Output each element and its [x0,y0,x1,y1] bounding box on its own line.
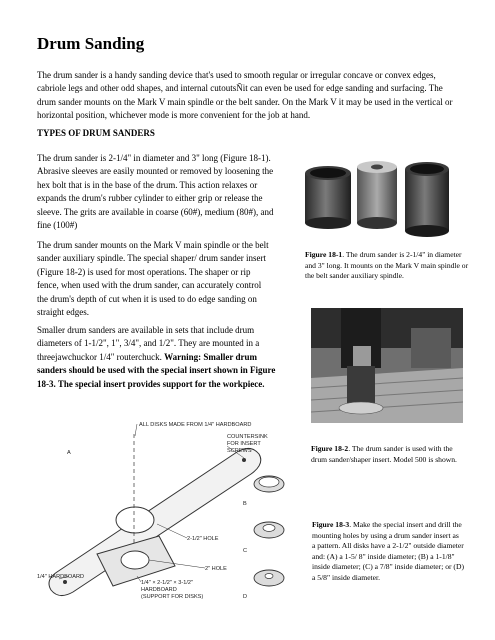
disk-d [254,570,284,586]
label-c: C [243,548,248,554]
label-a: A [67,450,71,456]
paragraph-smaller-drums-text: Smaller drum sanders are available in sets that include drum diameters of 1-1/2", 1", 3/4", and 1/2". They are mounted in a threejawchuckor 1/4" routerchuck. [37,325,260,362]
label-hardboard-size: 1/4" × 2-1/2" × 3-1/2" [141,580,193,586]
figure-18-2-caption [311,444,466,465]
label-all-disks: ALL DISKS MADE FROM 1/4" HARDBOARD [139,422,252,428]
figure-18-2-label: Figure 18-2 [311,444,349,453]
figure-18-3-diagram [37,414,307,604]
warning-text: Warning: Smaller drum sanders should be used with the special insert shown in Figure 18-3. The special insert provides support for the workpiece. [37,351,276,389]
label-support: (SUPPORT FOR DISKS) [141,594,204,600]
disk-b [254,476,284,492]
figure-18-2-photo [311,308,463,423]
disk-c [254,522,284,538]
label-hole-2: 2" HOLE [205,566,227,572]
figure-18-1-label: Figure 18-1 [305,250,343,259]
label-countersink: COUNTERSINK [227,434,268,440]
label-hardboard: HARDBOARD [141,587,177,593]
label-d: D [243,594,248,600]
figure-18-3-caption [312,520,464,584]
paragraph-mounting: The drum sander mounts on the Mark V main spindle or the belt sander auxiliary spindle. The special shaper/ drum sander insert (Figure 18-2) is used for most operations. The shaper or rip fence, when used with the drum sander, can accurately control the drum's depth of cut when it is used to do edge sanding on straight edges. [37,240,269,318]
label-screws: SCREWS [227,448,252,454]
page-title: Drum Sanding [37,34,145,53]
figure-18-1-text: . The drum sander is 2-1/4" in diameter and 3" long. It mounts on the Mark V main spindle or the belt sander auxiliary spindle. [305,250,469,281]
figure-18-2-text: . The drum sander is used with the drum sander/shaper insert. Model 500 is shown. [311,444,457,464]
figure-18-3-label: Figure 18-3 [312,520,350,529]
paragraph-drum-size: The drum sander is 2-1/4" in diameter and 3" long (Figure 18-1). Abrasive sleeves are easily mounted or removed by loosening the hex bolt that is in the base of the drum. This action relaxes or expands the drum's rubber cylinder to either grip or release the sleeve. The grits are available in coarse (60#), medium (80#), and fine (100#) [37,153,274,231]
section-heading: TYPES OF DRUM SANDERS [37,128,155,138]
label-for-insert: FOR INSERT [227,441,261,447]
intro-paragraph: The drum sander is a handy sanding device that's used to smooth regular or irregular concave or convex edges, cabriole legs and other odd shapes, and internal cutoutsÑit can even be used for edge sanding and surfacing. The drum sander mounts on the Mark V main spindle or the belt sander. On the Mark V it may be used in the vertical or horizontal position, whichever mode is more convenient for the job at hand. [37,70,453,121]
figure-18-1-caption [305,250,470,282]
label-b: B [243,501,247,507]
figure-18-3-text: . Make the special insert and drill the mounting holes by using a drum sander insert as a pattern. All disks have a 2-1/2" outside diameter and: (A) a 1-5/ 8" inside diameter; (B) a 1-1/8" inside diameter; (C) a 7/8" inside diameter; or (D) a 5/8" inside diameter. [312,520,464,582]
label-hardboard-left: 1/4" HARDBOARD [37,574,85,580]
figure-18-1-photo [305,159,465,241]
paragraph-smaller-drums [37,324,287,391]
label-hole-2-1-2: 2-1/2" HOLE [187,536,219,542]
